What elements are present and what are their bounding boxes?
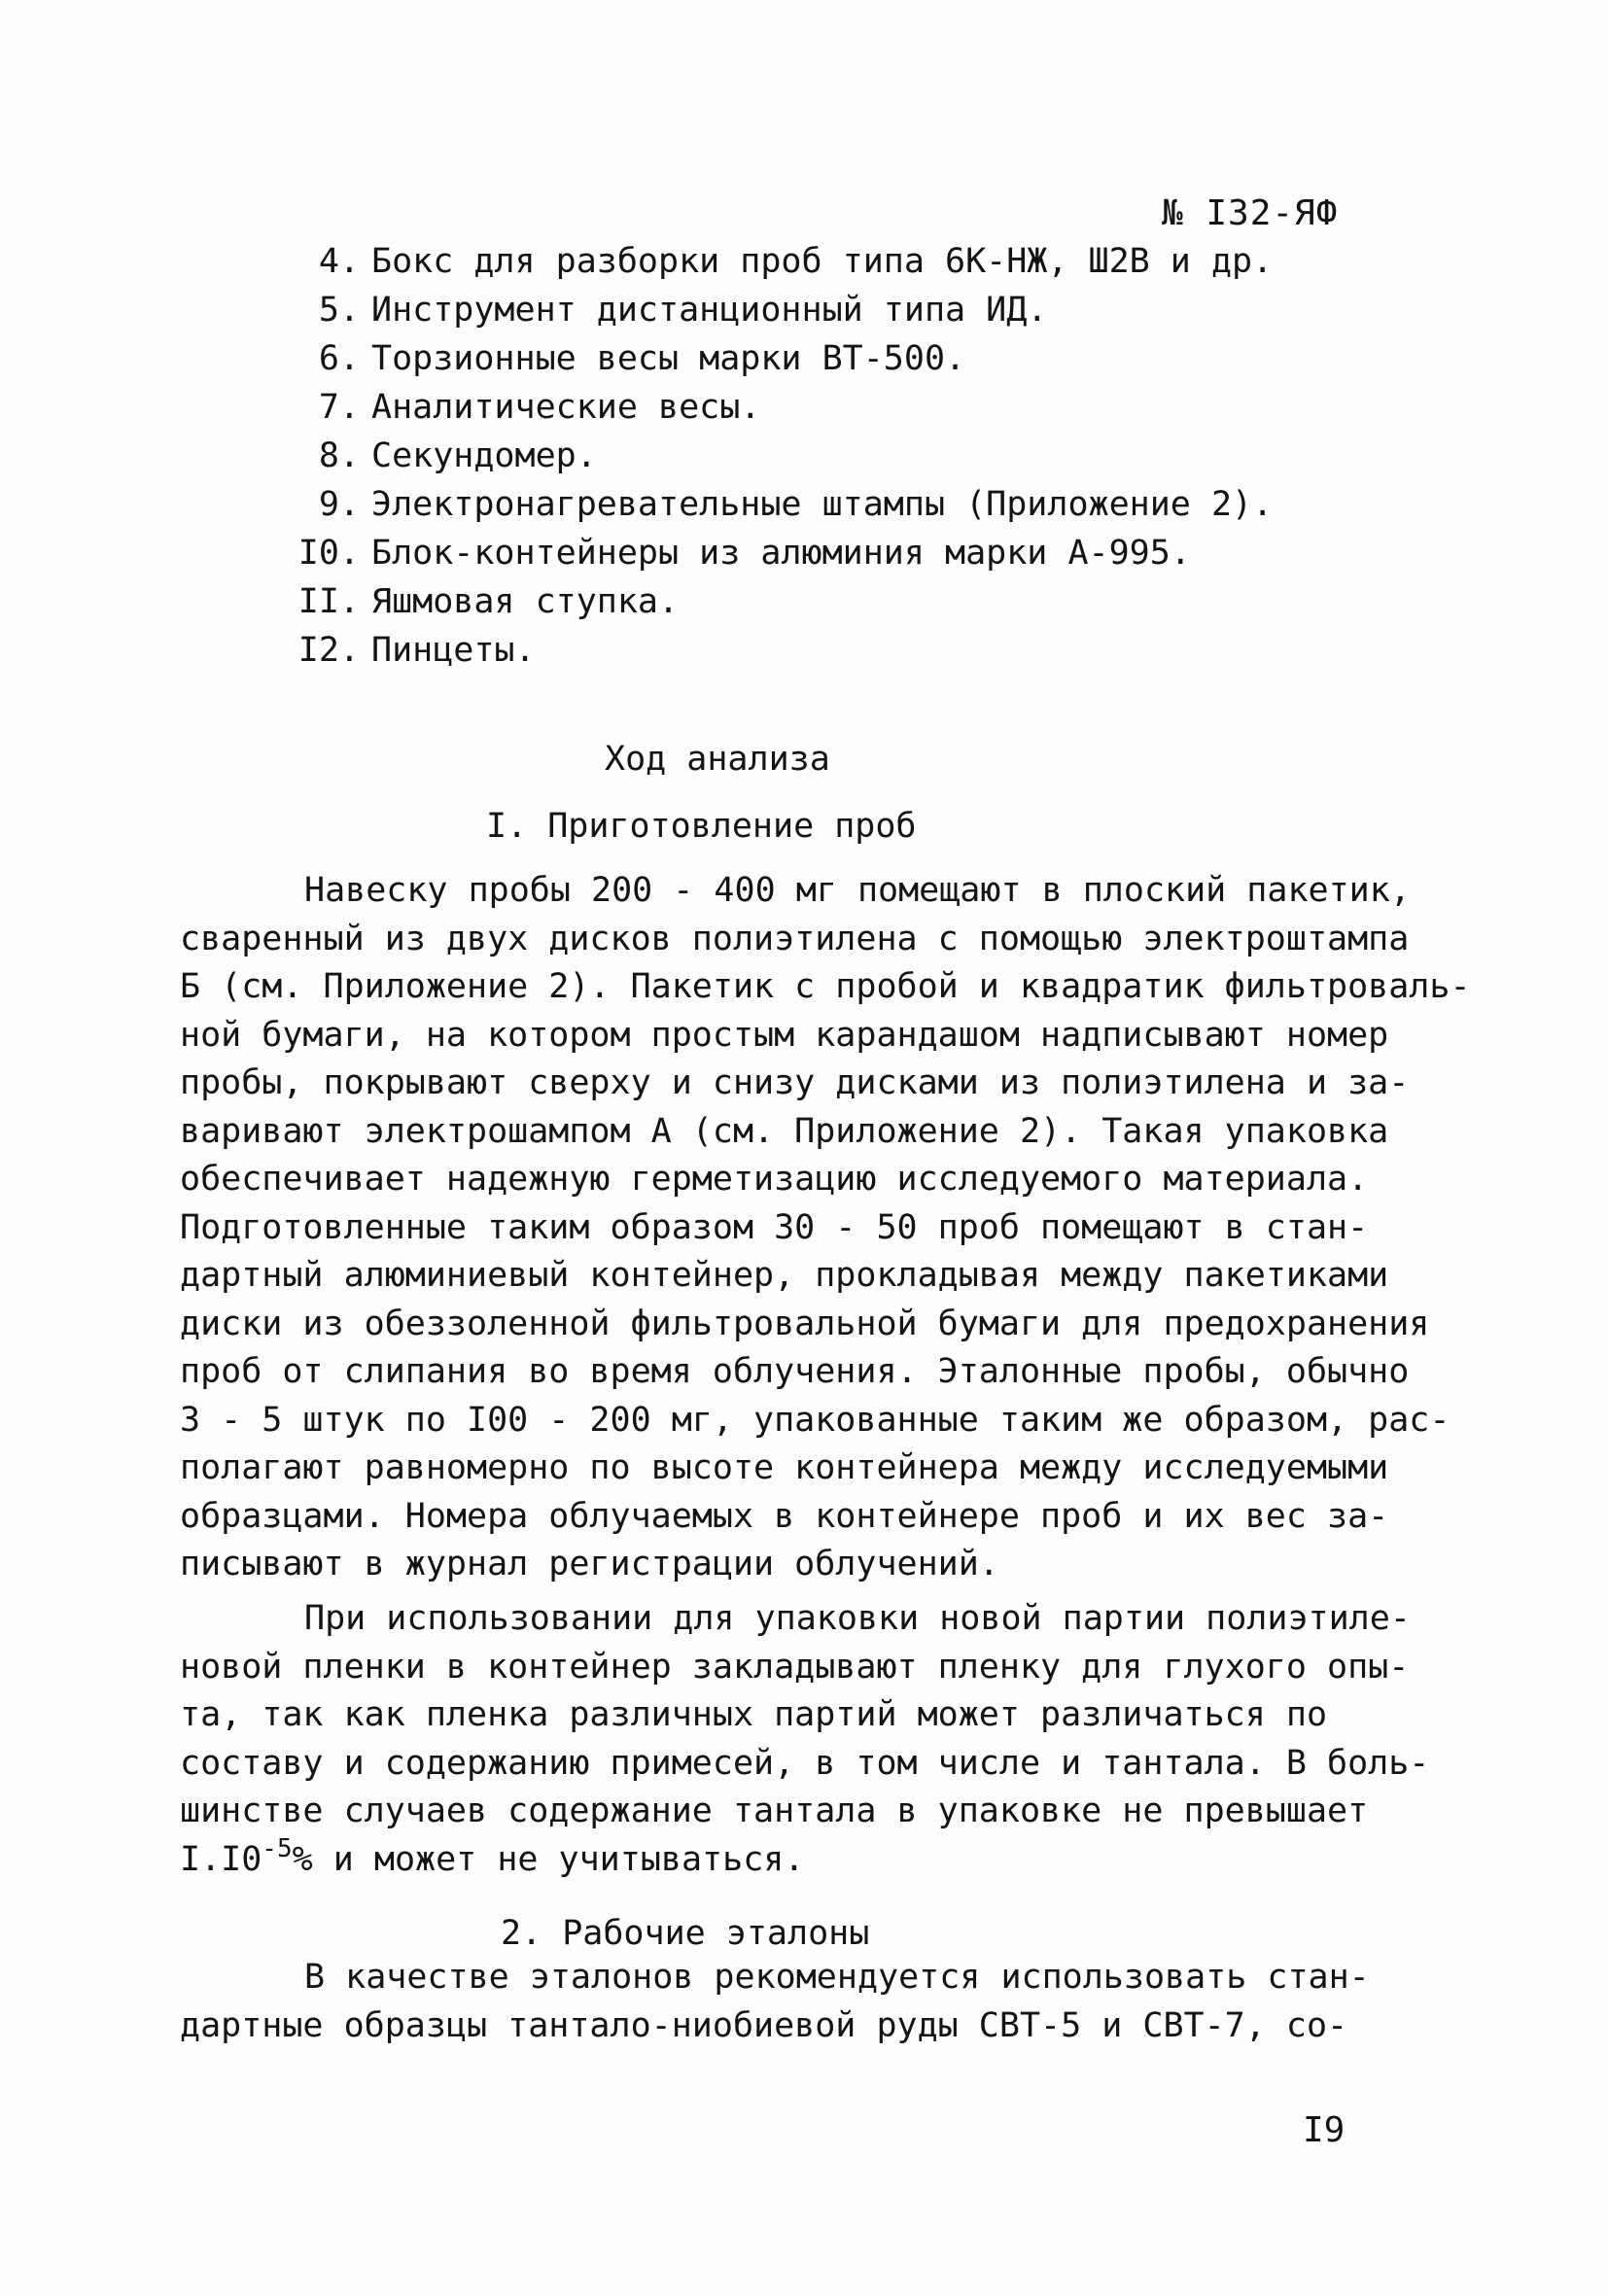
list-item-number: 8. — [318, 436, 360, 475]
paragraph-line: проб от слипания во время облучения. Эталонные пробы, обычно — [180, 1352, 1410, 1391]
paragraph-line: дартные образцы тантало-ниобиевой руды СВТ-5 и СВТ-7, со- — [180, 2005, 1348, 2045]
paragraph-blank-test — [180, 1595, 1429, 1884]
list-item — [286, 626, 1273, 675]
paragraph-line: новой пленки в контейнер закладывают пленку для глухого опы- — [180, 1647, 1410, 1687]
paragraph-line: варивают электрошампом А (см. Приложение 2). Такая упаковка — [180, 1111, 1389, 1151]
paragraph-line: обеспечивает надежную герметизацию исследуемого материала. — [180, 1160, 1369, 1199]
list-item-number: I0. — [297, 534, 360, 573]
subsection-heading-sample-preparation: I. Приготовление проб — [486, 807, 917, 846]
paragraph-line: образцами. Номера облучаемых в контейнере проб и их вес за- — [180, 1496, 1389, 1536]
list-item-text: Блок-контейнеры из алюминия марки А-995. — [371, 534, 1191, 573]
paragraph-line: В качестве эталонов рекомендуется использовать стан- — [304, 1958, 1370, 1997]
list-item-text: Яшмовая ступка. — [371, 582, 680, 621]
list-item — [286, 432, 1273, 480]
list-item-number: I2. — [297, 631, 360, 670]
page-number: I9 — [1303, 2110, 1346, 2150]
paragraph-line: 3 - 5 штук по I00 - 200 мг, упакованные таким же образом, рас- — [180, 1400, 1451, 1440]
paragraph-line: шинстве случаев содержание тантала в упаковке не превышает — [180, 1792, 1369, 1830]
paragraph-line: дартный алюминиевый контейнер, прокладывая между пакетиками — [180, 1256, 1389, 1295]
list-item-text: Инструмент дистанционный типа ИД. — [371, 291, 1048, 330]
paragraph-line: полагают равномерно по высоте контейнера между исследуемыми — [180, 1448, 1389, 1487]
paragraph-sample-preparation — [180, 867, 1471, 1589]
list-item — [286, 383, 1273, 432]
list-item-number: 5. — [318, 291, 360, 330]
list-item — [286, 237, 1273, 286]
paragraph-line: составу и содержанию примесей, в том числе и тантала. В боль- — [180, 1743, 1430, 1783]
list-item-text: Аналитические весы. — [371, 388, 761, 427]
document-number: № I32-ЯФ — [1162, 193, 1339, 233]
list-item — [286, 529, 1273, 577]
value-exponent: -5 — [262, 1833, 293, 1863]
subsection-heading-working-standards: 2. Рабочие эталоны — [501, 1914, 870, 1953]
paragraph-line-with-exponent — [180, 1833, 1429, 1885]
list-item-text: Торзионные весы марки ВТ-500. — [371, 339, 966, 378]
list-item-number: II. — [297, 582, 360, 621]
paragraph-line: ной бумаги, на котором простым карандашом надписывают номер — [180, 1015, 1389, 1055]
list-item-text: Секундомер. — [371, 436, 597, 475]
section-heading: Ход анализа — [605, 740, 830, 779]
list-item — [286, 286, 1273, 334]
paragraph-working-standards — [180, 1954, 1370, 2050]
paragraph-line: пробы, покрывают сверху и снизу дисками из полиэтилена и за- — [180, 1063, 1410, 1102]
paragraph-line: писывают в журнал регистрации облучений. — [180, 1545, 999, 1583]
list-item-number: 4. — [318, 242, 360, 281]
paragraph-line: Навеску пробы 200 - 400 мг помещают в плоский пакетик, — [304, 871, 1411, 910]
equipment-list — [286, 237, 1273, 675]
value-suffix: % и может не учитываться. — [292, 1839, 805, 1879]
paragraph-line: Подготовленные таким образом 30 - 50 проб помещают в стан- — [180, 1207, 1369, 1247]
list-item-number: 6. — [318, 339, 360, 378]
paragraph-line: Б (см. Приложение 2). Пакетик с пробой и квадратик фильтроваль- — [180, 967, 1471, 1006]
list-item — [286, 334, 1273, 383]
paragraph-line: та, так как пленка различных партий может различаться по — [180, 1695, 1328, 1734]
list-item-text: Пинцеты. — [371, 631, 536, 670]
list-item-text: Электронагревательные штампы (Приложение 2). — [371, 485, 1274, 524]
list-item-text: Бокс для разборки проб типа 6К-НЖ, Ш2В и др. — [371, 242, 1274, 281]
paragraph-line: При использовании для упаковки новой партии полиэтиле- — [304, 1599, 1411, 1638]
value-base: I.I0 — [180, 1839, 262, 1879]
list-item — [286, 577, 1273, 626]
paragraph-line: диски из обеззоленной фильтровальной бумаги для предохранения — [180, 1304, 1430, 1343]
list-item-number: 7. — [318, 388, 360, 427]
paragraph-line: сваренный из двух дисков полиэтилена с помощью электроштампа — [180, 919, 1410, 958]
list-item — [286, 480, 1273, 529]
list-item-number: 9. — [318, 485, 360, 524]
